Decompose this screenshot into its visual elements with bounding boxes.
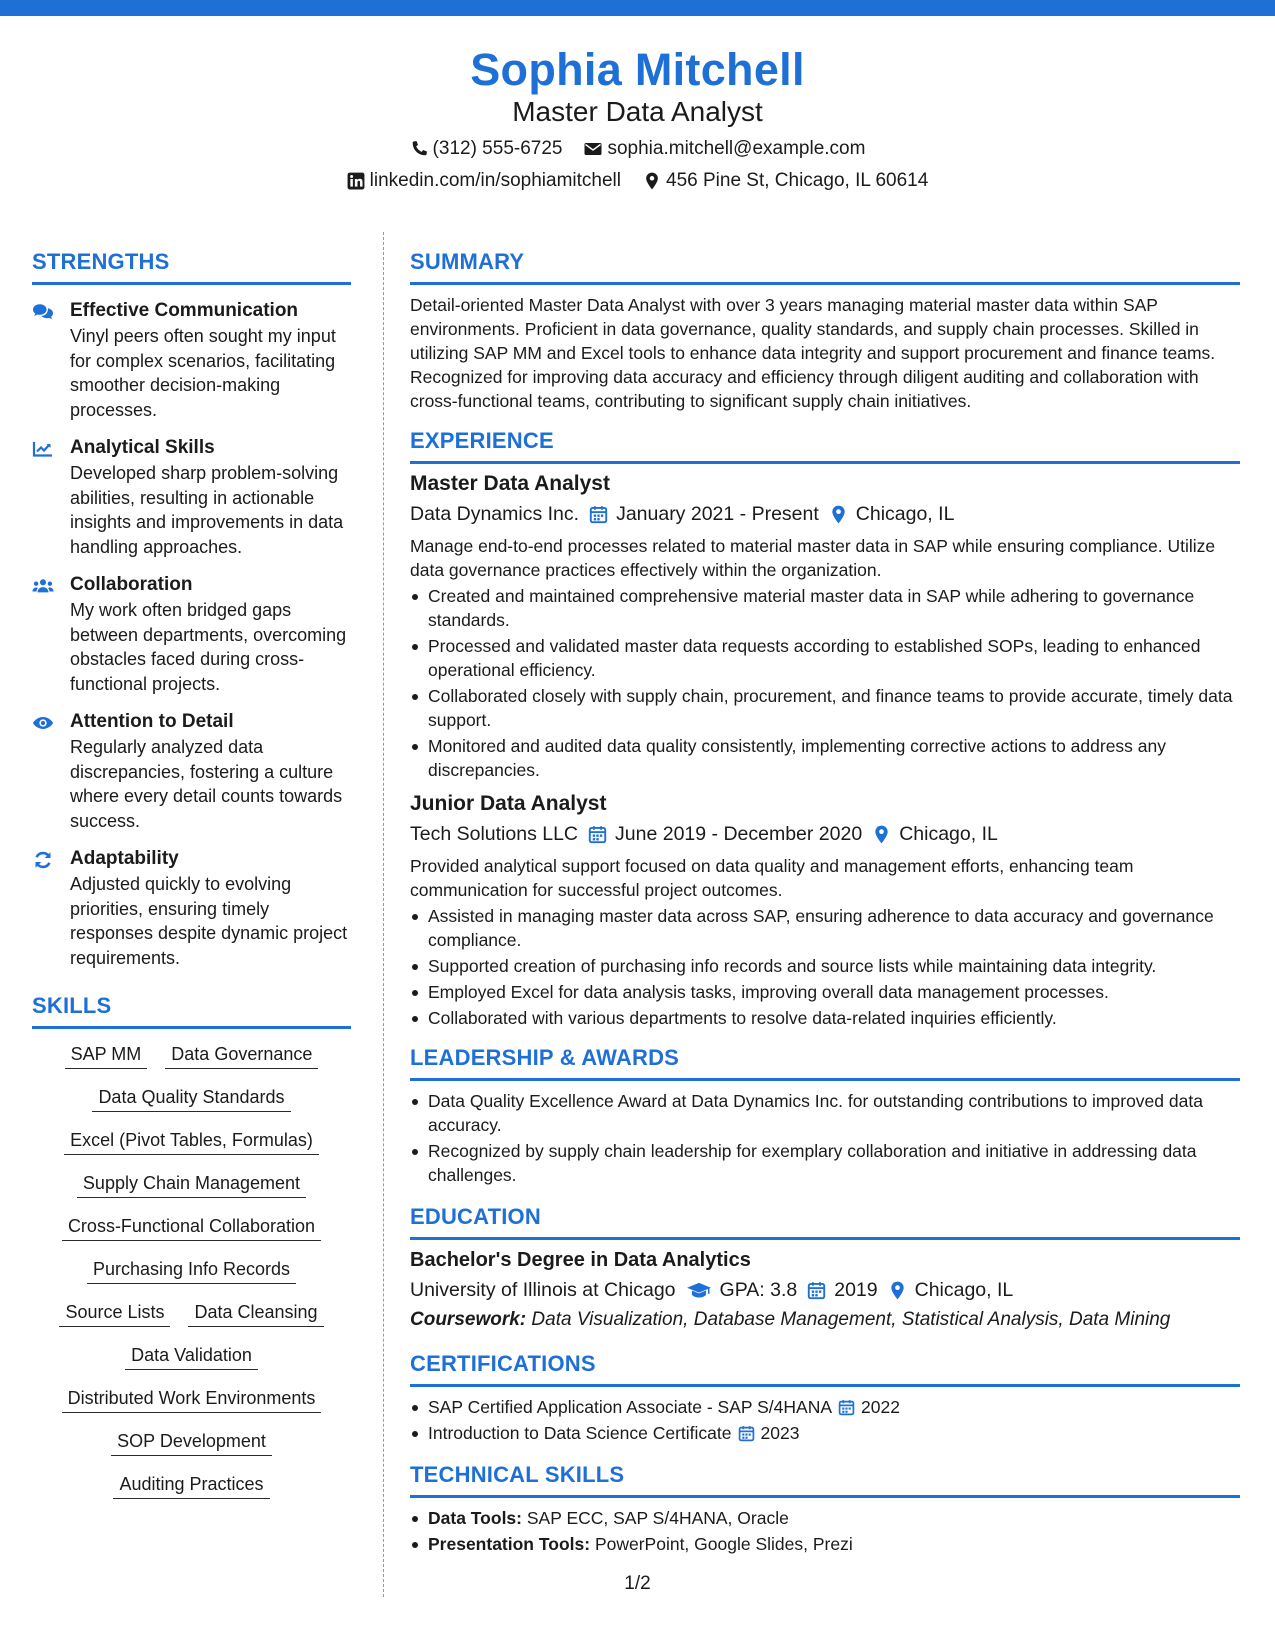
section-rule bbox=[410, 1495, 1240, 1498]
section-rule bbox=[410, 1078, 1240, 1081]
section-rule bbox=[410, 461, 1240, 464]
contact-row-1 bbox=[0, 136, 1275, 162]
technical-skills-title: TECHNICAL SKILLS bbox=[410, 1462, 625, 1487]
strengths-section bbox=[32, 248, 351, 970]
strength-desc: Developed sharp problem-solving abilities, resulting in actionable insights and improvements in data handling approaches. bbox=[70, 463, 344, 557]
technical-skill-value: PowerPoint, Google Slides, Prezi bbox=[594, 1534, 853, 1554]
linkedin-icon bbox=[347, 172, 365, 190]
strength-item bbox=[32, 299, 351, 422]
graduation-year: 2019 bbox=[834, 1279, 878, 1301]
degree-title: Bachelor's Degree in Data Analytics bbox=[410, 1249, 751, 1271]
certification-name: Introduction to Data Science Certificate bbox=[428, 1423, 732, 1443]
linkedin-text: linkedin.com/in/sophiamitchell bbox=[369, 170, 621, 191]
email-contact[interactable] bbox=[584, 136, 865, 162]
job-bullets bbox=[410, 584, 1240, 782]
candidate-role: Master Data Analyst bbox=[512, 96, 763, 127]
certification-item bbox=[410, 1395, 1240, 1419]
coursework-label: Coursework: bbox=[410, 1309, 527, 1330]
technical-skill-label: Data Tools: bbox=[428, 1508, 522, 1528]
chart-line-icon bbox=[32, 439, 54, 459]
section-rule bbox=[32, 1026, 351, 1029]
email-text: sophia.mitchell@example.com bbox=[607, 138, 866, 159]
summary-section bbox=[410, 248, 1240, 413]
job-dates: January 2021 - Present bbox=[616, 503, 819, 525]
school-name: University of Illinois at Chicago bbox=[410, 1279, 676, 1301]
right-column bbox=[410, 248, 1240, 1558]
skills-section bbox=[32, 992, 351, 1516]
candidate-name: Sophia Mitchell bbox=[470, 44, 805, 95]
leadership-section bbox=[410, 1044, 1240, 1187]
strength-desc: Vinyl peers often sought my input for complex scenarios, facilitating smoother decision-making processes. bbox=[70, 326, 336, 420]
bullet-item: Created and maintained comprehensive material master data in SAP while adhering to governance standards. bbox=[410, 584, 1240, 632]
strength-item bbox=[32, 847, 351, 970]
calendar-icon bbox=[588, 825, 607, 844]
technical-skill-value: SAP ECC, SAP S/4HANA, Oracle bbox=[526, 1508, 789, 1528]
experience-title: EXPERIENCE bbox=[410, 428, 554, 453]
job-description: Manage end-to-end processes related to material master data in SAP while ensuring compliance. Utilize data governance practices effectively within the organization. bbox=[410, 536, 1216, 580]
coursework-text: Data Visualization, Database Management, Statistical Analysis, Data Mining bbox=[531, 1309, 1171, 1330]
strengths-title: STRENGTHS bbox=[32, 249, 170, 274]
gpa-text: GPA: 3.8 bbox=[719, 1279, 798, 1301]
phone-text: (312) 555-6725 bbox=[432, 138, 563, 159]
job-title: Master Data Analyst bbox=[410, 472, 610, 495]
section-rule bbox=[32, 282, 351, 285]
skill-tag: Supply Chain Management bbox=[77, 1172, 306, 1198]
job-location: Chicago, IL bbox=[855, 503, 955, 525]
graduation-cap-icon bbox=[686, 1281, 712, 1300]
skill-tag: SOP Development bbox=[111, 1430, 272, 1456]
technical-skill-item bbox=[410, 1532, 1240, 1556]
technical-skill-item bbox=[410, 1506, 1240, 1530]
leadership-bullets bbox=[410, 1089, 1240, 1187]
section-rule bbox=[410, 1237, 1240, 1240]
skill-tag: Data Quality Standards bbox=[92, 1086, 290, 1112]
calendar-icon bbox=[589, 505, 608, 524]
envelope-icon bbox=[584, 140, 602, 158]
map-marker-icon bbox=[829, 505, 848, 524]
certifications-list bbox=[410, 1395, 1240, 1445]
bullet-item: Processed and validated master data requests according to established SOPs, leading to enhanced operational efficiency. bbox=[410, 634, 1240, 682]
skill-tag: Cross-Functional Collaboration bbox=[62, 1215, 321, 1241]
comments-icon bbox=[32, 302, 54, 322]
summary-text: Detail-oriented Master Data Analyst with over 3 years managing material master data within SAP environments. Proficient in data governance, quality standards, and supply chain processes. Skilled in utilizing SAP MM and Excel tools to enhance data integrity and support procurement and finance teams. Recognized for improving data accuracy and efficiency through diligent auditing and collaboration with cross-functional teams, contributing to significant supply chain initiatives. bbox=[410, 295, 1216, 411]
strength-desc: My work often bridged gaps between departments, overcoming obstacles faced during cross-functional projects. bbox=[70, 600, 347, 694]
bullet-item: Employed Excel for data analysis tasks, improving overall data management processes. bbox=[410, 980, 1240, 1004]
page-number: 1/2 bbox=[624, 1573, 651, 1594]
phone-contact[interactable] bbox=[410, 136, 563, 162]
column-divider bbox=[383, 232, 384, 1597]
education-section bbox=[410, 1203, 1240, 1334]
skill-tag: Purchasing Info Records bbox=[87, 1258, 296, 1284]
strength-title: Attention to Detail bbox=[70, 711, 234, 732]
address-contact bbox=[643, 168, 928, 194]
coursework-line bbox=[410, 1306, 1240, 1334]
bullet-item: Monitored and audited data quality consistently, implementing corrective actions to address any discrepancies. bbox=[410, 734, 1240, 782]
skill-tag: Data Governance bbox=[165, 1043, 318, 1069]
calendar-icon bbox=[738, 1425, 755, 1442]
skill-tag: Source Lists bbox=[59, 1301, 170, 1327]
map-marker-icon bbox=[872, 825, 891, 844]
job-entry bbox=[410, 790, 1240, 1030]
bullet-item: Recognized by supply chain leadership for exemplary collaboration and initiative in addressing data challenges. bbox=[410, 1139, 1240, 1187]
technical-skills-list bbox=[410, 1506, 1240, 1556]
company-name: Data Dynamics Inc. bbox=[410, 503, 580, 525]
skill-tag: Distributed Work Environments bbox=[62, 1387, 322, 1413]
strength-desc: Regularly analyzed data discrepancies, fostering a culture where every detail counts towards success. bbox=[70, 737, 343, 831]
linkedin-contact[interactable] bbox=[347, 168, 621, 194]
contact-row-2 bbox=[0, 168, 1275, 194]
education-meta bbox=[410, 1276, 1240, 1304]
strength-item bbox=[32, 436, 351, 559]
bullet-item: Collaborated with various departments to resolve data-related inquiries efficiently. bbox=[410, 1006, 1240, 1030]
strength-title: Analytical Skills bbox=[70, 437, 215, 458]
job-title: Junior Data Analyst bbox=[410, 792, 607, 815]
strength-title: Collaboration bbox=[70, 574, 193, 595]
skills-list bbox=[32, 1043, 351, 1516]
certification-year: 2023 bbox=[760, 1423, 800, 1443]
education-location: Chicago, IL bbox=[914, 1279, 1014, 1301]
section-rule bbox=[410, 1384, 1240, 1387]
skill-tag: Data Cleansing bbox=[188, 1301, 323, 1327]
bullet-item: Supported creation of purchasing info records and source lists while maintaining data integrity. bbox=[410, 954, 1240, 978]
eye-icon bbox=[32, 713, 54, 733]
certification-item bbox=[410, 1421, 1240, 1445]
bullet-item: Assisted in managing master data across SAP, ensuring adherence to data accuracy and governance compliance. bbox=[410, 904, 1240, 952]
certification-year: 2022 bbox=[861, 1397, 900, 1417]
skill-tag: Auditing Practices bbox=[113, 1473, 269, 1499]
bullet-item: Collaborated closely with supply chain, procurement, and finance teams to provide accurate, timely data support. bbox=[410, 684, 1240, 732]
strength-title: Adaptability bbox=[70, 848, 179, 869]
certifications-title: CERTIFICATIONS bbox=[410, 1351, 596, 1376]
technical-skill-label: Presentation Tools: bbox=[428, 1534, 591, 1554]
job-meta bbox=[410, 820, 1240, 848]
address-text: 456 Pine St, Chicago, IL 60614 bbox=[666, 170, 929, 191]
strength-desc: Adjusted quickly to evolving priorities, ensuring timely responses despite dynamic project requirements. bbox=[70, 874, 348, 968]
technical-skills-section bbox=[410, 1461, 1240, 1556]
calendar-icon bbox=[807, 1281, 826, 1300]
left-column bbox=[32, 248, 351, 1516]
skill-tag: Excel (Pivot Tables, Formulas) bbox=[64, 1129, 319, 1155]
sync-icon bbox=[32, 850, 54, 870]
job-description: Provided analytical support focused on data quality and management efforts, enhancing team communication for successful project outcomes. bbox=[410, 856, 1134, 900]
job-location: Chicago, IL bbox=[899, 823, 998, 845]
experience-section bbox=[410, 427, 1240, 1030]
resume-header bbox=[0, 42, 1275, 194]
job-entry bbox=[410, 470, 1240, 782]
phone-icon bbox=[410, 140, 428, 158]
company-name: Tech Solutions LLC bbox=[410, 823, 579, 845]
section-rule bbox=[410, 282, 1240, 285]
strength-item bbox=[32, 573, 351, 696]
map-marker-icon bbox=[643, 172, 661, 190]
calendar-icon bbox=[838, 1399, 855, 1416]
job-meta bbox=[410, 500, 1240, 528]
education-title: EDUCATION bbox=[410, 1204, 541, 1229]
summary-title: SUMMARY bbox=[410, 249, 525, 274]
map-marker-icon bbox=[888, 1281, 907, 1300]
top-accent-bar bbox=[0, 0, 1275, 16]
leadership-title: LEADERSHIP & AWARDS bbox=[410, 1045, 680, 1070]
bullet-item: Data Quality Excellence Award at Data Dynamics Inc. for outstanding contributions to improved data accuracy. bbox=[410, 1089, 1240, 1137]
certification-name: SAP Certified Application Associate - SAP S/4HANA bbox=[428, 1397, 833, 1417]
skill-tag: Data Validation bbox=[125, 1344, 258, 1370]
skill-tag: SAP MM bbox=[65, 1043, 148, 1069]
skills-title: SKILLS bbox=[32, 993, 112, 1018]
strength-item bbox=[32, 710, 351, 833]
strength-title: Effective Communication bbox=[70, 300, 299, 321]
certifications-section bbox=[410, 1350, 1240, 1445]
job-dates: June 2019 - December 2020 bbox=[615, 823, 863, 845]
users-icon bbox=[32, 576, 54, 596]
job-bullets bbox=[410, 904, 1240, 1030]
